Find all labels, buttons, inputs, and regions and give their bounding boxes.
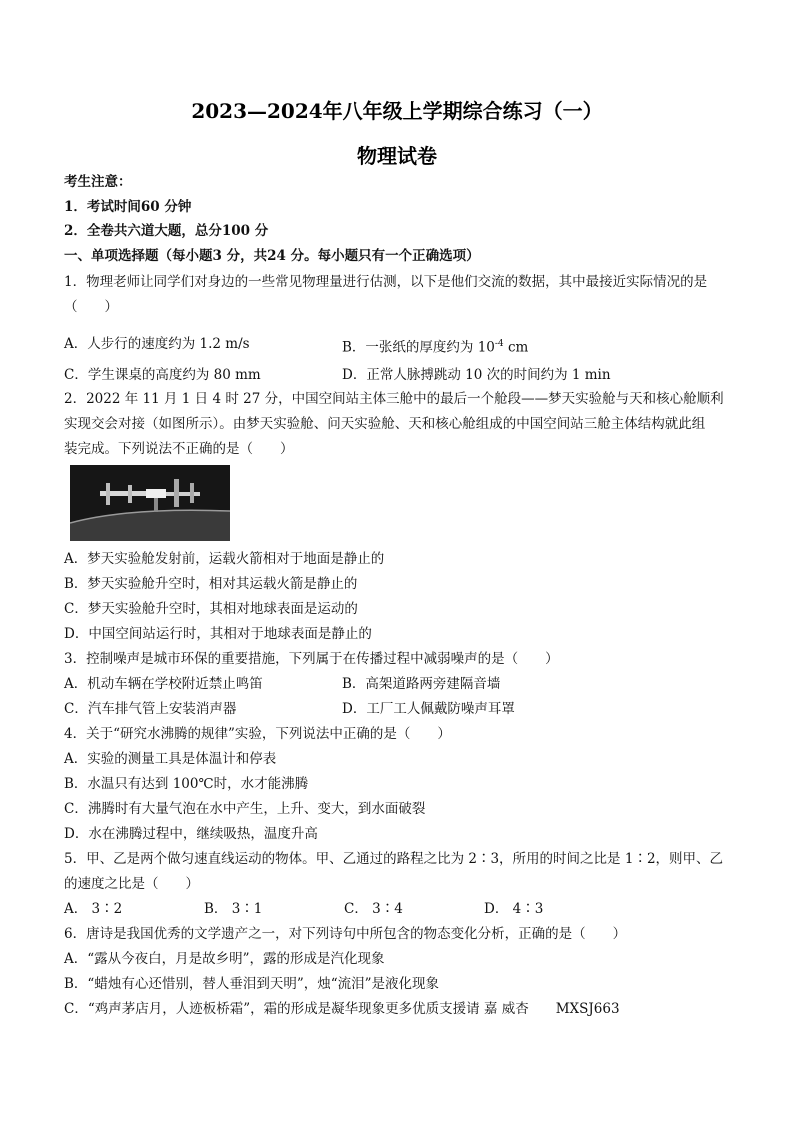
q6-option-c: C．“鸡声茅店月，人迹板桥霜”，霜的形成是凝华现象更多优质支援请 嘉 威杏 MXSJ663 [64,1001,620,1017]
q2-option-d: D．中国空间站运行时，其相对于地球表面是静止的 [64,626,372,642]
space-station-photo [70,465,230,541]
q5-options [64,900,624,918]
exam-subtitle: 物理试卷 [357,144,437,168]
q6-stem: 6．唐诗是我国优秀的文学遗产之一，对下列诗句中所包含的物态变化分析，正确的是（ ） [64,926,627,942]
q2-stem-line3: 装完成。下列说法不正确的是（ ） [64,441,294,457]
q4-option-d: D．水在沸腾过程中，继续吸热，温度升高 [64,826,318,842]
q6-option-a: A．“露从今夜白，月是故乡明”，露的形成是汽化现象 [64,951,385,967]
notice-item-time: 1．考试时间60 分钟 [64,199,192,215]
q5-stem-line2: 的速度之比是（ ） [64,876,199,892]
q4-option-a: A．实验的测量工具是体温计和停表 [64,751,277,767]
q1-stem-line2: （ ） [64,299,118,315]
q6-option-b: B．“蜡烛有心还惜别，替人垂泪到天明”，烛“流泪”是液化现象 [64,976,440,992]
space-station-illustration [70,465,230,541]
q2-option-c: C．梦天实验舱升空时，其相对地球表面是运动的 [64,601,358,617]
q2-stem-line1: 2．2022 年 11 月 1 日 4 时 27 分，中国空间站主体三舱中的最后一个舱段——梦天实验舱与天和核心舱顺利 [64,391,724,407]
q5-option-b: B． 3∶1 [204,901,263,917]
q1-option-d: D．正常人脉搏跳动 10 次的时间约为 1 min [342,367,611,383]
q3-option-a: A．机动车辆在学校附近禁止鸣笛 [64,676,263,692]
q5-option-a: A． 3∶2 [64,901,123,917]
section-heading-single-choice: 一、单项选择题（每小题3 分，共24 分。每小题只有一个正确选项） [64,248,480,264]
q1-option-c: C．学生课桌的高度约为 80 mm [64,367,261,383]
q4-stem: 4．关于“研究水沸腾的规律”实验，下列说法中正确的是（ ） [64,726,451,742]
q1-option-a: A．人步行的速度约为 1.2 m/s [64,336,250,352]
q5-option-c: C． 3∶4 [344,901,403,917]
q1-stem-line1: 1．物理老师让同学们对身边的一些常见物理量进行估测，以下是他们交流的数据，其中最接近实际情况的是 [64,274,708,290]
q1-option-b [342,335,528,357]
q3-option-d: D．工厂工人佩戴防噪声耳罩 [342,701,515,717]
notice-heading: 考生注意： [64,174,132,190]
q3-option-c: C．汽车排气管上安装消声器 [64,701,237,717]
q2-stem-line2: 实现交会对接（如图所示）。由梦天实验舱、问天实验舱、天和核心舱组成的中国空间站三舱主体结构就此组 [64,416,706,432]
notice-item-score: 2．全卷共六道大题，总分100 分 [64,223,269,239]
q1-option-b-unit: cm [503,339,529,356]
q3-option-b: B．高架道路两旁建隔音墙 [342,676,501,692]
q4-option-b: B．水温只有达到 100℃时，水才能沸腾 [64,776,309,792]
q5-option-d: D． 4∶3 [484,901,544,917]
exam-title: 2023—2024年八年级上学期综合练习（一） [191,99,603,123]
q5-stem-line1: 5．甲、乙是两个做匀速直线运动的物体。甲、乙通过的路程之比为 2∶3，所用的时间之比是 1∶2，则甲、乙 [64,851,724,867]
q3-stem: 3．控制噪声是城市环保的重要措施，下列属于在传播过程中减弱噪声的是（ ） [64,651,559,667]
q2-option-a: A．梦天实验舱发射前，运载火箭相对于地面是静止的 [64,551,385,567]
q1-option-b-exponent: -4 [494,339,504,349]
q2-option-b: B．梦天实验舱升空时，相对其运载火箭是静止的 [64,576,358,592]
q1-option-b-text: B．一张纸的厚度约为 10 [342,339,495,356]
q4-option-c: C．沸腾时有大量气泡在水中产生，上升、变大，到水面破裂 [64,801,426,817]
